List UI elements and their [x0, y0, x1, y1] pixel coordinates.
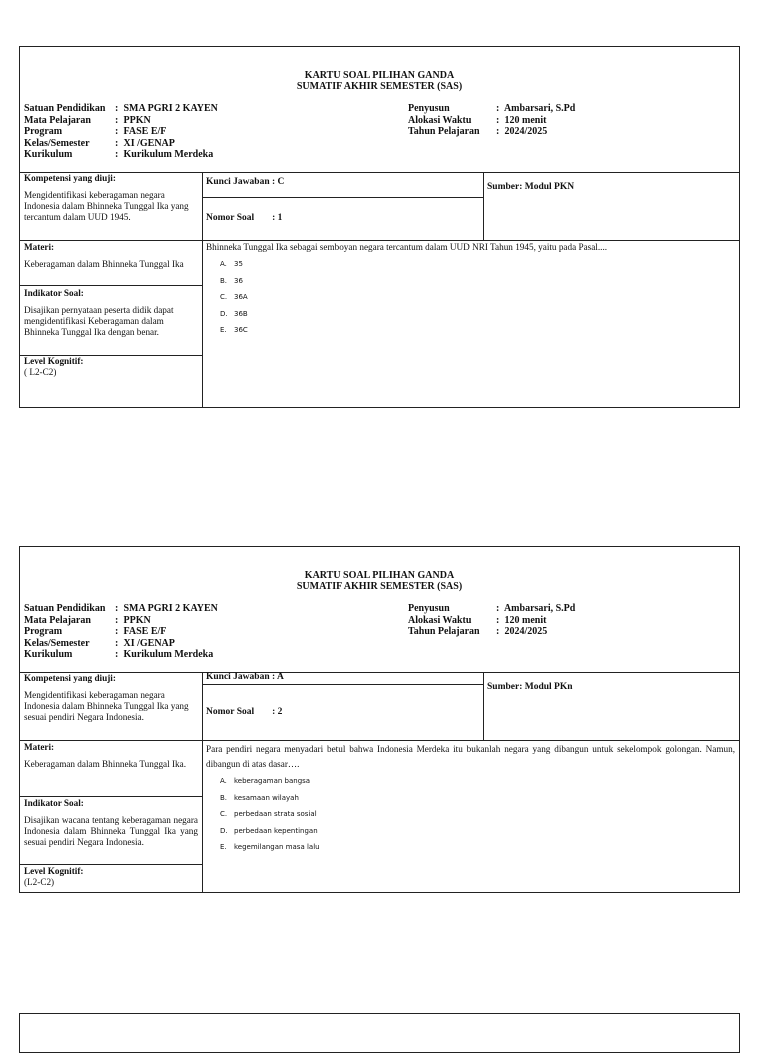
divider [202, 740, 739, 741]
meta-label: Program [24, 626, 63, 637]
question-card-2 [19, 546, 740, 893]
option-text: kesamaan wilayah [234, 793, 299, 802]
left-column [20, 672, 203, 892]
meta-row: Penyusun : Ambarsari, S.Pd [408, 603, 576, 614]
materi-text: Keberagaman dalam Bhinneka Tunggal Ika. [24, 759, 187, 769]
title-line-1: KARTU SOAL PILIHAN GANDA [304, 570, 455, 581]
divider [202, 197, 483, 198]
option-text: 36C [234, 326, 248, 334]
option-text: kegemilangan masa lalu [234, 843, 320, 851]
option-letter: D. [220, 309, 228, 318]
meta-row: Kurikulum : Kurikulum Merdeka [24, 649, 214, 660]
option-text: keberagaman bangsa [234, 777, 311, 785]
meta-value: 120 menit [504, 614, 547, 626]
meta-value: 2024/2025 [504, 126, 548, 137]
option-item [220, 276, 735, 293]
meta-value: SMA PGRI 2 KAYEN [123, 603, 218, 614]
divider [202, 684, 483, 685]
meta-label: Kurikulum [24, 649, 73, 660]
meta-value: FASE E/F [123, 126, 167, 137]
meta-value: Kurikulum Merdeka [123, 649, 214, 660]
option-item [220, 840, 735, 857]
meta-left [24, 603, 218, 661]
option-item [220, 259, 735, 276]
divider [202, 240, 739, 241]
level-value: ( L2-C2) [24, 367, 57, 377]
kompetensi-section [20, 672, 202, 740]
option-text: 36B [234, 309, 248, 318]
key-block [202, 172, 484, 240]
meta-label: Mata Pelajaran [24, 114, 91, 126]
meta-label: Penyusun [408, 603, 450, 614]
meta-row: Satuan Pendidikan : SMA PGRI 2 KAYEN [24, 103, 218, 114]
option-text: 36A [234, 293, 248, 301]
option-text: perbedaan strata sosial [234, 810, 317, 818]
indikator-section [20, 797, 202, 849]
meta-row: Penyusun : Ambarsari, S.Pd [408, 103, 576, 114]
option-item [220, 791, 735, 808]
left-column [20, 172, 203, 407]
meta-value: PPKN [123, 614, 151, 626]
level-label: Level Kognitif: [24, 866, 84, 876]
meta-label: Tahun Pelajaran [408, 626, 480, 637]
title-line-2: SUMATIF AKHIR SEMESTER (SAS) [296, 81, 463, 92]
meta-value: PPKN [123, 114, 151, 126]
kompetensi-label: Kompetensi yang diuji: [24, 673, 116, 683]
meta-label: Satuan Pendidikan [24, 103, 106, 114]
option-item [220, 292, 735, 309]
meta-row: Program : FASE E/F [24, 626, 167, 637]
question-text: Bhinneka Tunggal Ika sebagai semboyan negara tercantum dalam UUD NRI Tahun 1945, yaitu pada Pasal.... [206, 242, 608, 252]
card-header [20, 547, 739, 673]
meta-label: Tahun Pelajaran [408, 126, 480, 137]
indikator-label: Indikator Soal: [24, 798, 84, 808]
option-item [220, 325, 735, 342]
divider [20, 285, 202, 286]
kompetensi-label: Kompetensi yang diuji: [24, 173, 116, 183]
question-number [206, 707, 282, 717]
options-list [220, 774, 735, 857]
option-letter: E. [220, 326, 227, 334]
question-card-3 [19, 1013, 740, 1053]
indikator-text: Disajikan pernyataan peserta didik dapat mengidentifikasi Keberagaman dalam Bhinneka Tunggal Ika dengan benar. [24, 305, 174, 337]
answer-key: Kunci Jawaban : A [206, 672, 284, 682]
meta-row: Satuan Pendidikan : SMA PGRI 2 KAYEN [24, 603, 218, 614]
indikator-text: Disajikan wacana tentang keberagaman negara Indonesia dalam Bhinneka Tunggal Ika yang sesuai pendiri Negara Indonesia. [24, 815, 198, 847]
card-title [20, 70, 739, 92]
option-letter: E. [220, 843, 227, 851]
source-label: Sumber: Modul PKN [487, 182, 575, 192]
meta-label: Mata Pelajaran [24, 614, 91, 626]
card-body [20, 672, 739, 892]
meta-value: SMA PGRI 2 KAYEN [123, 103, 218, 114]
options-list [220, 259, 735, 342]
question-number-label: Nomor Soal [206, 707, 255, 717]
option-letter: A. [220, 777, 227, 785]
option-text: perbedaan kepentingan [234, 826, 318, 835]
card-body [20, 172, 739, 407]
question-card-1 [19, 46, 740, 408]
option-item [220, 309, 735, 326]
question-number-value: : 2 [272, 707, 283, 717]
meta-row: Program : FASE E/F [24, 126, 167, 137]
question-number [206, 213, 282, 223]
option-text: 36 [234, 276, 243, 285]
materi-section [20, 241, 202, 271]
materi-text: Keberagaman dalam Bhinneka Tunggal Ika [24, 259, 184, 269]
meta-value: Ambarsari, S.Pd [503, 103, 576, 114]
option-letter: B. [220, 276, 228, 285]
meta-value: 2024/2025 [504, 626, 548, 637]
meta-value: XI /GENAP [123, 637, 175, 649]
question-area [206, 242, 735, 342]
question-number-value: : 1 [272, 213, 283, 223]
question-text: Para pendiri negara menyadari betul bahwa Indonesia Merdeka itu bukanlah negara yang dibangun untuk sekelompok golongan. Namun, dibangun di atas dasar…. [206, 744, 735, 769]
meta-row: Kurikulum : Kurikulum Merdeka [24, 149, 214, 160]
meta-right [408, 103, 575, 138]
meta-row: Tahun Pelajaran : 2024/2025 [408, 626, 548, 637]
option-letter: A. [220, 260, 227, 268]
kompetensi-text: Mengidentifikasi keberagaman negara Indonesia dalam Bhinneka Tunggal Ika yang sesuai pendiri Negara Indonesia. [24, 690, 189, 722]
title-line-2: SUMATIF AKHIR SEMESTER (SAS) [296, 581, 463, 592]
option-text: 35 [234, 260, 243, 268]
question-area [206, 742, 735, 857]
option-letter: C. [220, 810, 228, 818]
key-block [202, 672, 484, 740]
indikator-label: Indikator Soal: [24, 288, 84, 298]
meta-label: Penyusun [408, 103, 450, 114]
meta-right [408, 603, 575, 638]
card-header [20, 47, 739, 173]
kompetensi-text: Mengidentifikasi keberagaman negara Indonesia dalam Bhinneka Tunggal Ika yang tercantum dalam UUD 1945. [24, 190, 189, 222]
meta-label: Program [24, 126, 63, 137]
level-section [20, 355, 202, 379]
meta-row: Kelas/Semester : XI /GENAP [24, 637, 175, 649]
meta-left [24, 103, 218, 161]
meta-row: Alokasi Waktu : 120 menit [408, 614, 547, 626]
level-section [20, 865, 202, 889]
meta-label: Alokasi Waktu [408, 614, 472, 626]
meta-value: 120 menit [504, 114, 547, 126]
option-item [220, 807, 735, 824]
meta-value: FASE E/F [123, 626, 167, 637]
materi-label: Materi: [24, 742, 55, 752]
meta-value: Kurikulum Merdeka [123, 149, 214, 160]
option-letter: C. [220, 293, 228, 301]
option-letter: B. [220, 793, 228, 802]
level-value: (L2-C2) [24, 877, 55, 887]
meta-value: Ambarsari, S.Pd [503, 603, 576, 614]
question-number-label: Nomor Soal [206, 213, 255, 223]
meta-label: Satuan Pendidikan [24, 603, 106, 614]
materi-section [20, 741, 202, 771]
materi-label: Materi: [24, 242, 55, 252]
level-label: Level Kognitif: [24, 356, 84, 366]
meta-row: Mata Pelajaran : PPKN [24, 114, 151, 126]
option-item [220, 774, 735, 791]
meta-label: Alokasi Waktu [408, 114, 472, 126]
meta-label: Kelas/Semester [24, 637, 90, 649]
card-title [20, 570, 739, 592]
meta-value: XI /GENAP [123, 137, 175, 149]
meta-label: Kurikulum [24, 149, 73, 160]
answer-key: Kunci Jawaban : C [206, 177, 285, 187]
source-label: Sumber: Modul PKn [487, 682, 573, 692]
indikator-section [20, 287, 202, 339]
option-item [220, 824, 735, 841]
kompetensi-section [20, 172, 202, 240]
meta-row: Kelas/Semester : XI /GENAP [24, 137, 175, 149]
meta-label: Kelas/Semester [24, 137, 90, 149]
option-letter: D. [220, 826, 228, 835]
meta-row: Mata Pelajaran : PPKN [24, 614, 151, 626]
meta-row: Alokasi Waktu : 120 menit [408, 114, 547, 126]
title-line-1: KARTU SOAL PILIHAN GANDA [304, 70, 455, 81]
meta-row: Tahun Pelajaran : 2024/2025 [408, 126, 548, 137]
